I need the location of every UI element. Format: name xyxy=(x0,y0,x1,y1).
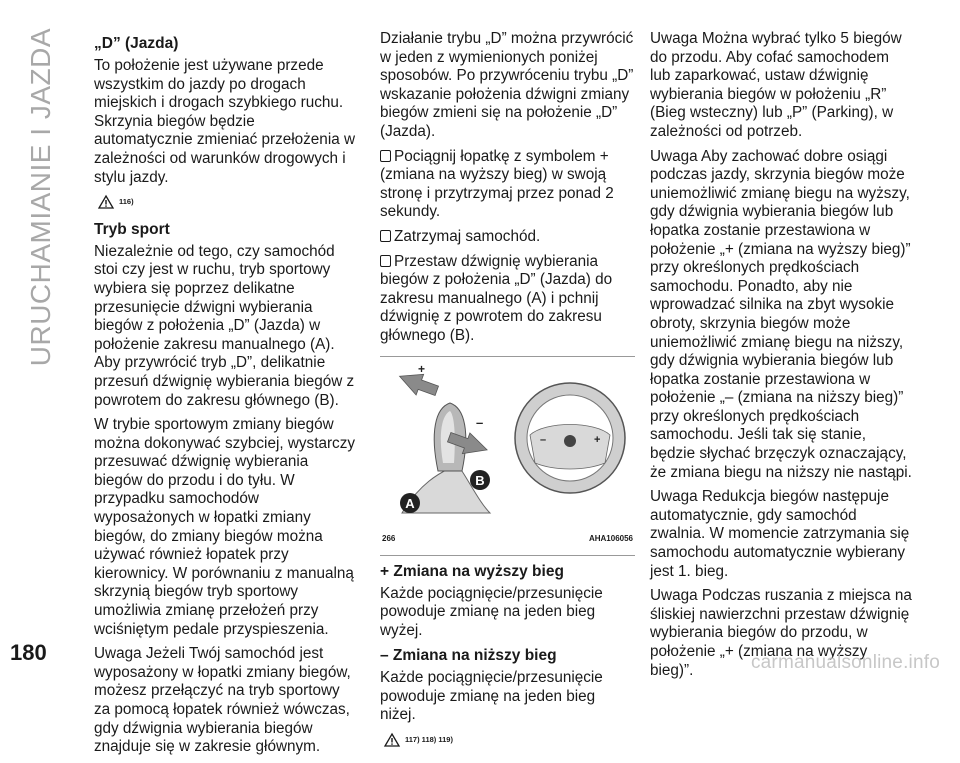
label-b-marker xyxy=(470,470,490,490)
page-number: 180 xyxy=(10,640,47,665)
gear-selector-illustration xyxy=(380,363,635,533)
bullet-text: Przestaw dźwignię wybierania biegów z położenia „D” (Jazda) do zakresu manualnego (A) i pchnij dźwignię z powrotem do zakresu głównego (B). xyxy=(380,252,613,344)
plus-label: + xyxy=(418,361,426,376)
paragraph: Działanie trybu „D” można przywrócić w jeden z wymienionych poniżej sposobów. Po przywróceniu trybu „D” wskazanie położenia dźwigni zmiany biegów zmieni się na położenie „D” (Jazda). xyxy=(380,30,634,140)
label-a: A xyxy=(405,495,415,511)
text-column-right xyxy=(650,30,912,686)
heading-sport-mode: Tryb sport xyxy=(94,220,170,238)
warning-reference xyxy=(384,731,635,750)
paragraph: Niezależnie od tego, czy samochód stoi czy jest w ruchu, tryb sportowy wybiera się poprzez delikatne przesunięcie dźwigni wybierania biegów z położenia „D” (Jazda) w położenie zakresu manualnego (A). Aby przywrócić tryb „D”, delikatnie przesuń dźwignię wybierania biegów z powrotem do zakresu głównego (B). xyxy=(94,242,355,409)
text-column-middle xyxy=(380,30,635,758)
bullet-box-icon xyxy=(380,150,391,162)
label-a-marker xyxy=(400,493,420,513)
bullet-item xyxy=(380,253,635,346)
paragraph: Uwaga Aby zachować dobre osiągi podczas jazdy, skrzynia biegów może uniemożliwić zmianę biegu na wyższy, gdy dźwignia wybierania biegów lub łopatka zostanie przestawiona w położenie „+ (zmiana na wyższy bieg)” przy określonych prędkościach samochodu. Ponadto, aby nie wprowadzać silnika na zbyt wysokie obroty, skrzynia biegów może uniemożliwić zmianę biegu na niższy, gdy dźwignia wybierania biegów lub łopatka zostanie przestawiona w położenie „– (zmiana na niższy bieg)” przy określonych prędkościach samochodu. Jeśli tak się stanie, będzie słychać brzęczyk oznaczający, że zmiana biegu na niższy nie nastąpi. xyxy=(650,147,912,481)
bullet-box-icon xyxy=(380,230,391,242)
paragraph: Każde pociągnięcie/przesunięcie powoduje zmianę na jeden bieg niżej. xyxy=(380,669,603,724)
paragraph: To położenie jest używane przede wszystkim do jazdy po drogach miejskich i drogach szybkiego ruchu. Skrzynia biegów będzie automatycznie zmieniać przełożenia w zależności od warunków drogowych i stylu jazdy. xyxy=(94,57,356,186)
warning-reference-text: 117) 118) 119) xyxy=(405,735,453,745)
minus-label: – xyxy=(476,414,484,430)
warning-triangle-icon xyxy=(98,195,114,209)
watermark: carmanualsonline.info xyxy=(750,652,940,673)
heading-drive: „D” (Jazda) xyxy=(94,35,179,52)
warning-reference xyxy=(98,193,356,212)
label-b: B xyxy=(475,472,485,488)
paragraph: Uwaga Redukcja biegów następuje automatycznie, gdy samochód zwalnia. W momencie zatrzymania się samochodu automatycznie wybierany jest 1. bieg. xyxy=(650,488,910,580)
section-side-title-text: URUCHAMIANIE I JAZDA xyxy=(25,28,56,367)
text-column-left xyxy=(94,30,356,763)
heading-upshift: + Zmiana na wyższy bieg xyxy=(380,562,564,580)
bullet-item xyxy=(380,228,635,247)
bullet-box-icon xyxy=(380,255,391,267)
warning-triangle-icon xyxy=(384,733,400,747)
warning-reference-text: 116) xyxy=(119,197,134,207)
section-side-title xyxy=(8,28,74,367)
paragraph: W trybie sportowym zmiany biegów można dokonywać szybciej, wystarczy przesuwać dźwignię wybierania biegów do przodu i do tyłu. W przypadku samochodów wyposażonych w łopatki zmiany biegów, do zmiany biegów można używać również łopatek przy kierownicy. W porównaniu z manualną skrzynią biegów tryb sportowy umożliwia zmianę przełożeń przy wciśniętym pedale przyspieszenia. xyxy=(94,416,355,638)
paragraph: Uwaga Podczas ruszania z miejsca na śliskiej nawierzchni przestaw dźwignię wybierania biegów do przodu, w położenie „+ (zmiana na wyższy bieg)”. xyxy=(650,587,912,679)
paragraph: Każde pociągnięcie/przesunięcie powoduje zmianę na jeden bieg wyżej. xyxy=(380,584,603,639)
paragraph: Uwaga Jeżeli Twój samochód jest wyposażony w łopatki zmiany biegów, możesz przełączyć na tryb sportowy za pomocą łopatek również wówczas, gdy dźwignia wybierania biegów znajduje się w zakresie głównym. xyxy=(94,645,351,756)
upshift-arrow xyxy=(395,362,440,401)
figure-code: AHA106056 xyxy=(588,533,633,543)
figure-number: 266 xyxy=(382,533,396,543)
wheel-plus-label: + xyxy=(594,433,601,446)
bullet-text: Pociągnij łopatkę z symbolem + (zmiana na wyższy bieg) w swoją stronę i przytrzymaj przez ponad 2 sekundy. xyxy=(380,147,614,221)
gear-selector-figure xyxy=(380,356,635,556)
wheel-minus-label: – xyxy=(540,433,547,446)
bullet-text: Zatrzymaj samochód. xyxy=(394,227,541,245)
steering-wheel-drawing xyxy=(515,383,625,493)
paragraph: Uwaga Można wybrać tylko 5 biegów do przodu. Aby cofać samochodem lub zaparkować, ustaw dźwignię wybierania biegów w położeniu „R” (Bieg wsteczny) lub „P” (Parking), w zależności od potrzeb. xyxy=(650,30,902,140)
bullet-item xyxy=(380,148,635,222)
heading-downshift: – Zmiana na niższy bieg xyxy=(380,647,557,665)
